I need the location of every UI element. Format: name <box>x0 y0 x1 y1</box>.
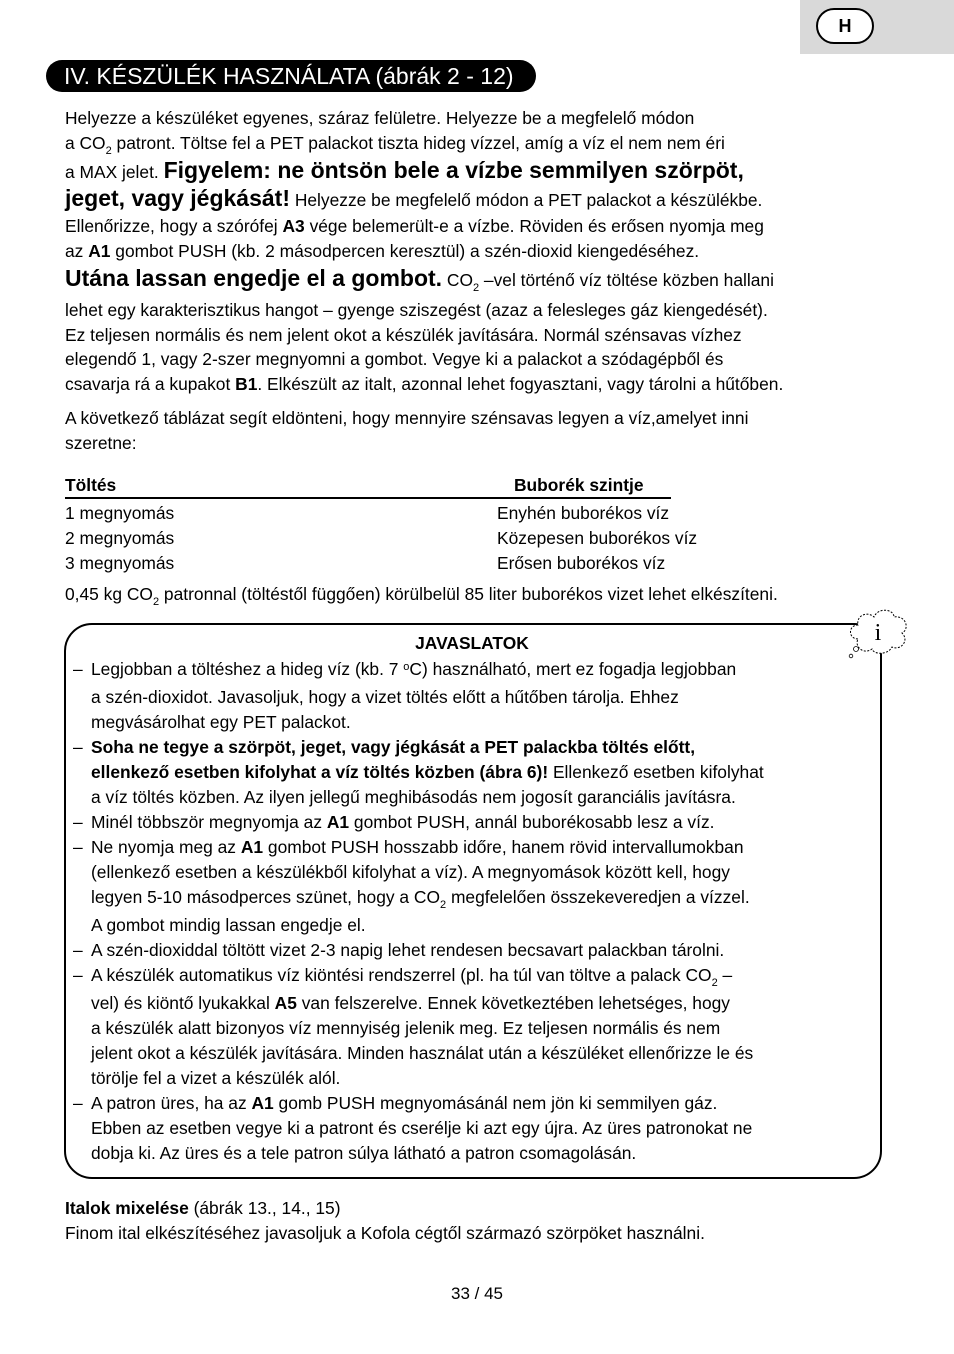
bullet-dash: – <box>73 737 83 757</box>
bold-text: Soha ne tegye a szörpöt, jeget, vagy jégkását a PET palackba töltés előtt, <box>91 737 696 757</box>
text: dobja ki. Az üres és a tele patron súlya látható a patron csomagolásán. <box>91 1143 637 1163</box>
text: Legjobban a töltéshez a hideg víz (kb. 7 <box>91 659 404 679</box>
bullet-dash: – <box>73 812 83 832</box>
text: törölje fel a vizet a készülék alól. <box>91 1068 341 1088</box>
text: lehet egy karakterisztikus hangot – gyenge sziszegést (azaz a felesleges gáz kiengedését). <box>65 300 768 320</box>
bullet-dash: – <box>73 659 83 679</box>
text: (ábrák 13., 14., 15) <box>188 1198 341 1218</box>
part-label: A1 <box>326 812 350 832</box>
subscript: 2 <box>105 144 112 157</box>
tips-box <box>64 623 882 1179</box>
intro-line <box>65 347 915 372</box>
text: –vel történő víz töltése közben hallani <box>479 270 774 290</box>
text: Helyezze a készüléket egyenes, száraz felületre. Helyezze be a megfelelő módon <box>65 108 695 128</box>
tip-item <box>72 735 878 810</box>
warning-text: Figyelem: ne öntsön bele a vízbe semmilyen szörpöt, <box>163 157 744 183</box>
intro-line <box>65 158 915 185</box>
tip-item <box>72 938 878 963</box>
part-label: A1 <box>251 1093 274 1113</box>
intro-line <box>65 214 915 239</box>
text: vége belemerült-e a vízbe. Röviden és erősen nyomja meg <box>304 216 764 236</box>
text: A következő táblázat segít eldönteni, hogy mennyire szénsavas legyen a víz,amelyet inni <box>65 408 749 428</box>
text: vel) és kiöntő lyukakkal <box>91 993 275 1013</box>
text: CO <box>442 270 473 290</box>
info-letter: i <box>874 620 882 646</box>
intro-line <box>65 263 915 298</box>
bullet-dash: – <box>73 965 83 985</box>
text: a szén-dioxidot. Javasoljuk, hogy a vizet töltés előtt a hűtőben tárolja. Ehhez <box>91 687 679 707</box>
text: megfelelően összekeveredjen a vízzel. <box>446 887 750 907</box>
text: gombot PUSH (kb. 2 másodpercen keresztül) a szén-dioxid kiengedéséhez. <box>110 240 700 261</box>
text: a CO <box>65 132 106 153</box>
section-title: IV. KÉSZÜLÉK HASZNÁLATA (ábrák 2 - 12) <box>46 60 536 92</box>
mixing-title: Italok mixelése <box>65 1198 189 1218</box>
intro-line <box>65 239 915 264</box>
language-badge: H <box>816 8 874 44</box>
tips-list <box>72 657 878 1166</box>
text: patronnal (töltéstől függően) körülbelül 85 liter buborékos vizet lehet elkészíteni. <box>159 584 778 604</box>
table-header <box>65 475 671 499</box>
page-number: 33 / 45 <box>451 1284 503 1303</box>
subscript: 2 <box>711 977 718 989</box>
table-cell-fill: 1 megnyomás <box>65 503 175 523</box>
table-cell-level: Közepesen buborékos víz <box>497 528 698 548</box>
text: szeretne: <box>65 432 137 453</box>
intro-line <box>65 372 915 397</box>
part-label: A1 <box>88 240 111 261</box>
text: Ne nyomja meg az <box>91 837 241 857</box>
text: csavarja rá a kupakot <box>65 373 236 394</box>
bullet-dash: – <box>73 1093 83 1113</box>
text: jelent okot a készülék javítására. Minden használat után a készüléket ellenőrizze le és <box>91 1043 754 1063</box>
warning-text: jeget, vagy jégkását! <box>65 185 290 211</box>
text: az <box>65 240 89 261</box>
text: van felszerelve. Ennek következtében lehetséges, hogy <box>296 993 730 1013</box>
tip-item <box>72 1091 878 1166</box>
text: Minél többször megnyomja az <box>91 812 327 832</box>
language-tab <box>800 0 954 54</box>
part-label: A5 <box>274 993 297 1013</box>
intro-line <box>65 298 915 323</box>
intro-line <box>65 106 915 131</box>
text: A patron üres, ha az <box>91 1093 252 1113</box>
tip-item <box>72 835 878 938</box>
text: Ez teljesen normális és nem jelent okot a készülék javítására. Normál szénsavas vízhez <box>65 324 742 345</box>
text: elegendő 1, vagy 2-szer megnyomni a gombot. Vegye ki a palackot a szódagépből és <box>65 349 724 369</box>
text: (ellenkező esetben a készülékből kifolyhat a víz). A megnyomások között kell, hogy <box>91 862 730 882</box>
table-intro <box>65 406 915 455</box>
text: A gombot mindig lassan engedje el. <box>91 915 366 935</box>
table-cell-fill: 3 megnyomás <box>65 553 175 573</box>
part-label: A1 <box>240 837 264 857</box>
mixing-text: Finom ital elkészítéséhez javasoljuk a Kofola cégtől származó szörpöket használni. <box>65 1222 705 1243</box>
capacity-line <box>65 582 915 610</box>
subscript: 2 <box>152 596 160 608</box>
text: Ellenkező esetben kifolyhat <box>548 762 764 782</box>
part-label: B1 <box>235 373 258 394</box>
table-cell-fill: 2 megnyomás <box>65 528 175 548</box>
bullet-dash: – <box>73 837 83 857</box>
column-header-fill: Töltés <box>65 475 117 495</box>
part-label: A3 <box>282 216 305 236</box>
text: A szén-dioxiddal töltött vizet 2-3 napig lehet rendesen becsavart palackban tárolni. <box>91 940 725 960</box>
table-cell-level: Erősen buborékos víz <box>497 553 666 573</box>
bold-text: ellenkező esetben kifolyhat a víz töltés közben (ábra 6)! <box>91 762 549 782</box>
text: gombot PUSH, annál buborékosabb lesz a víz. <box>349 812 715 832</box>
table-row <box>65 499 915 524</box>
tip-item <box>72 810 878 835</box>
tips-title: JAVASLATOK <box>415 633 529 653</box>
table-cell-level: Enyhén buborékos víz <box>497 503 670 523</box>
text: – <box>717 965 733 985</box>
text: Ebben az esetben vegye ki a patront és cserélje ki azt egy újra. Az üres patronokat ne <box>91 1118 753 1138</box>
intro-line <box>65 323 915 348</box>
tip-item <box>72 657 878 735</box>
mixing-section <box>65 1196 915 1245</box>
intro-line <box>65 185 915 214</box>
text: legyen 5-10 másodperces szünet, hogy a CO <box>91 887 440 907</box>
subscript: 2 <box>472 282 480 294</box>
text: . Elkészült az italt, azonnal lehet fogyasztani, vagy tárolni a hűtőben. <box>257 373 784 394</box>
bullet-dash: – <box>73 940 83 960</box>
text: a készülék alatt bizonyos víz mennyiség jelenik meg. Ez teljesen normális és nem <box>91 1018 721 1038</box>
info-cloud-icon <box>846 605 912 663</box>
text: Ellenőrizze, hogy a szórófej <box>65 216 283 236</box>
carbonation-table <box>65 475 915 574</box>
text: Helyezze be megfelelő módon a PET palackot a készülékbe. <box>290 190 763 210</box>
warning-text: Utána lassan engedje el a gombot. <box>65 265 443 291</box>
text: a MAX jelet. <box>65 162 164 182</box>
table-row <box>65 524 915 549</box>
text: a víz töltés közben. Az ilyen jellegű meghibásodás nem jogosít garanciális javításra. <box>91 787 736 807</box>
text: gombot PUSH hosszabb időre, hanem rövid intervallumokban <box>263 837 744 857</box>
text: 0,45 kg CO <box>65 584 153 604</box>
text: megvásárolhat egy PET palackot. <box>91 712 351 732</box>
intro-line <box>65 131 915 159</box>
column-header-level: Buborék szintje <box>514 475 644 495</box>
subscript: 2 <box>439 899 447 911</box>
text: C) használható, mert ez fogadja legjobban <box>409 659 737 679</box>
text: A készülék automatikus víz kiöntési rendszerrel (pl. ha túl van töltve a palack CO <box>91 965 712 985</box>
table-row <box>65 549 915 574</box>
text: gomb PUSH megnyomásánál nem jön ki semmilyen gáz. <box>273 1093 718 1113</box>
intro-paragraph <box>65 106 915 396</box>
tip-item <box>72 963 878 1091</box>
text: patront. Töltse fel a PET palackot tiszta hideg vízzel, amíg a víz el nem nem éri <box>111 132 725 153</box>
superscript: o <box>403 661 410 673</box>
